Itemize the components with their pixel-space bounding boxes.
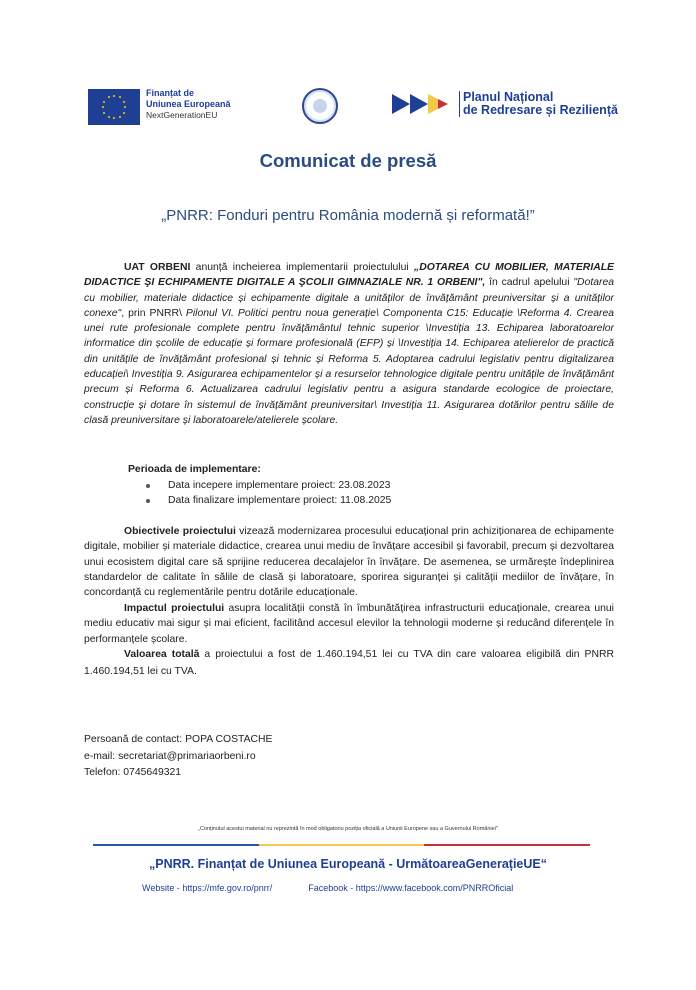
star-icon: [102, 106, 104, 108]
objectives-label: Obiectivele proiectului: [124, 526, 236, 537]
objectives-text: vizează modernizarea procesului educațional prin achiziționarea de echipamente digitale, mobilier și materiale didactice, crearea unui mediu de învățare accesibil și favorabil, precum și dezvoltarea unui ecosistem digital care să sprijine reducerea decalajelor în învățare. De asemenea, se urmărește îndeplinirea standardelor de calitate în sălile de clasă și laboratoare, sporirea siguranței și calității mediilor de învățare, în concordanță cu reglementările pentru dotările educaționale.: [84, 526, 614, 599]
star-icon: [103, 101, 105, 103]
intro-text: în cadrul apelului: [485, 277, 574, 289]
period-end: Data finalizare implementare proiect: 11.08.2025: [128, 493, 391, 509]
objectives-paragraph: [84, 524, 614, 600]
intro-paragraph: [84, 260, 614, 428]
footer-links: [142, 883, 549, 893]
eu-line-2: Uniunea Europeană: [146, 99, 231, 109]
value-text: a proiectului a fost de 1.460.194,51 lei cu TVA din care valoarea eligibilă din PNRR 1.460.194,51 lei cu TVA.: [84, 649, 614, 677]
website-link[interactable]: Website - https://mfe.gov.ro/pnrr/: [142, 883, 273, 893]
tricolor-divider: [93, 844, 590, 846]
period-heading: Perioada de implementare:: [128, 464, 261, 475]
star-icon: [123, 112, 125, 114]
call-name: "Dotarea cu mobilier, materiale didactice și echipamente digitale a unităților de învățământ preuniversitar și a unităților conexe": [84, 277, 614, 319]
star-icon: [108, 116, 110, 118]
value-paragraph: [84, 647, 614, 680]
facebook-link[interactable]: Facebook - https://www.facebook.com/PNRROficial: [308, 883, 514, 893]
star-icon: [113, 117, 115, 119]
eu-line-3: NextGenerationEU: [146, 110, 218, 120]
project-name: „DOTAREA CU MOBILIER, MATERIALE DIDACTICE ŞI ECHIPAMENTE DIGITALE A ŞCOLII GIMNAZIALE NR. 1 ORBENI",: [84, 262, 614, 289]
contact-info: [84, 732, 272, 782]
contact-phone: Telefon: 0745649321: [84, 767, 182, 778]
divider-red: [424, 844, 590, 846]
organization-name: UAT ORBENI: [124, 262, 191, 273]
divider-blue: [93, 844, 259, 846]
intro-text: , prin PNRR\: [121, 307, 186, 319]
page-title: Comunicat de presă: [259, 150, 437, 171]
impact-text: asupra localității constă în îmbunătățirea infrastructurii educaționale, crearea unui mediu educativ mai sigur și mai eficient, facilitând accesul elevilor la tehnologii moderne și reducând diferențele în performanțele școlare.: [84, 603, 614, 645]
disclaimer: „Conținutul acestui material nu reprezintă în mod obligatoriu poziția oficială a Uniunii Europene sau a Guvernului României": [198, 826, 498, 832]
pnrr-line-1: Planul Național: [463, 90, 554, 104]
eu-flag-logo: [88, 89, 140, 125]
star-icon: [108, 96, 110, 98]
value-label: Valoarea totală: [124, 649, 200, 660]
star-icon: [119, 96, 121, 98]
period-start: Data incepere implementare proiect: 23.08.2023: [128, 478, 391, 494]
pnrr-arrow-logo: [392, 92, 456, 116]
divider-yellow: [259, 844, 425, 846]
star-icon: [123, 101, 125, 103]
star-icon: [124, 106, 126, 108]
footer-slogan: „PNRR. Finanțat de Uniunea Europeană - UrmătoareaGenerațieUE“: [148, 857, 547, 871]
impact-paragraph: [84, 601, 614, 647]
impact-label: Impactul proiectului: [124, 603, 225, 614]
intro-text: anunță incheierea implementarii proiectulului: [190, 262, 415, 273]
contact-person: Persoană de contact: POPA COSTACHE: [84, 734, 273, 745]
star-icon: [103, 112, 105, 114]
star-icon: [113, 95, 115, 97]
star-icon: [119, 116, 121, 118]
program-reference: Pilonul VI. Politici pentru noua generație\ Componenta C15: Educație \Reforma 4. Crearea unei rute profesionale complete pentru învățământul tehnic superior \Investiția 13. Echiparea laboratoarelor informatice din școlile de educație și formare profesională (EFP) și \Investiția 14. Echiparea atelierelor de practică din unitățile de învățământ profesional și tehnic și Reforma 5. Adoptarea cadrului legislativ pentru digitalizarea educației\ Investiția 9. Asigurarea echipamentelor și a resurselor tehnologice digitale pentru unitățile de învățământ precum și Reforma 6. Actualizarea cadrului legislativ pentru a asigura standarde ecologice de proiectare, construcție și dotare în sistemul de învățământ preuniversitar\ Investiția 11. Asigurarea dotărilor pentru sălile de clasă preuniversitare și laboratoarele/atelierele școlare.: [84, 307, 614, 426]
contact-email[interactable]: e-mail: secretariat@primariaorbeni.ro: [84, 750, 256, 762]
eu-funding-label: [146, 88, 231, 121]
implementation-period: [128, 462, 391, 509]
government-seal-icon: [302, 88, 338, 124]
page-subtitle: „PNRR: Fonduri pentru România modernă și reformată!”: [161, 207, 535, 224]
pnrr-line-2: de Redresare și Reziliență: [463, 103, 618, 117]
eu-line-1: Finanțat de: [146, 88, 195, 98]
pnrr-label: [459, 91, 618, 117]
